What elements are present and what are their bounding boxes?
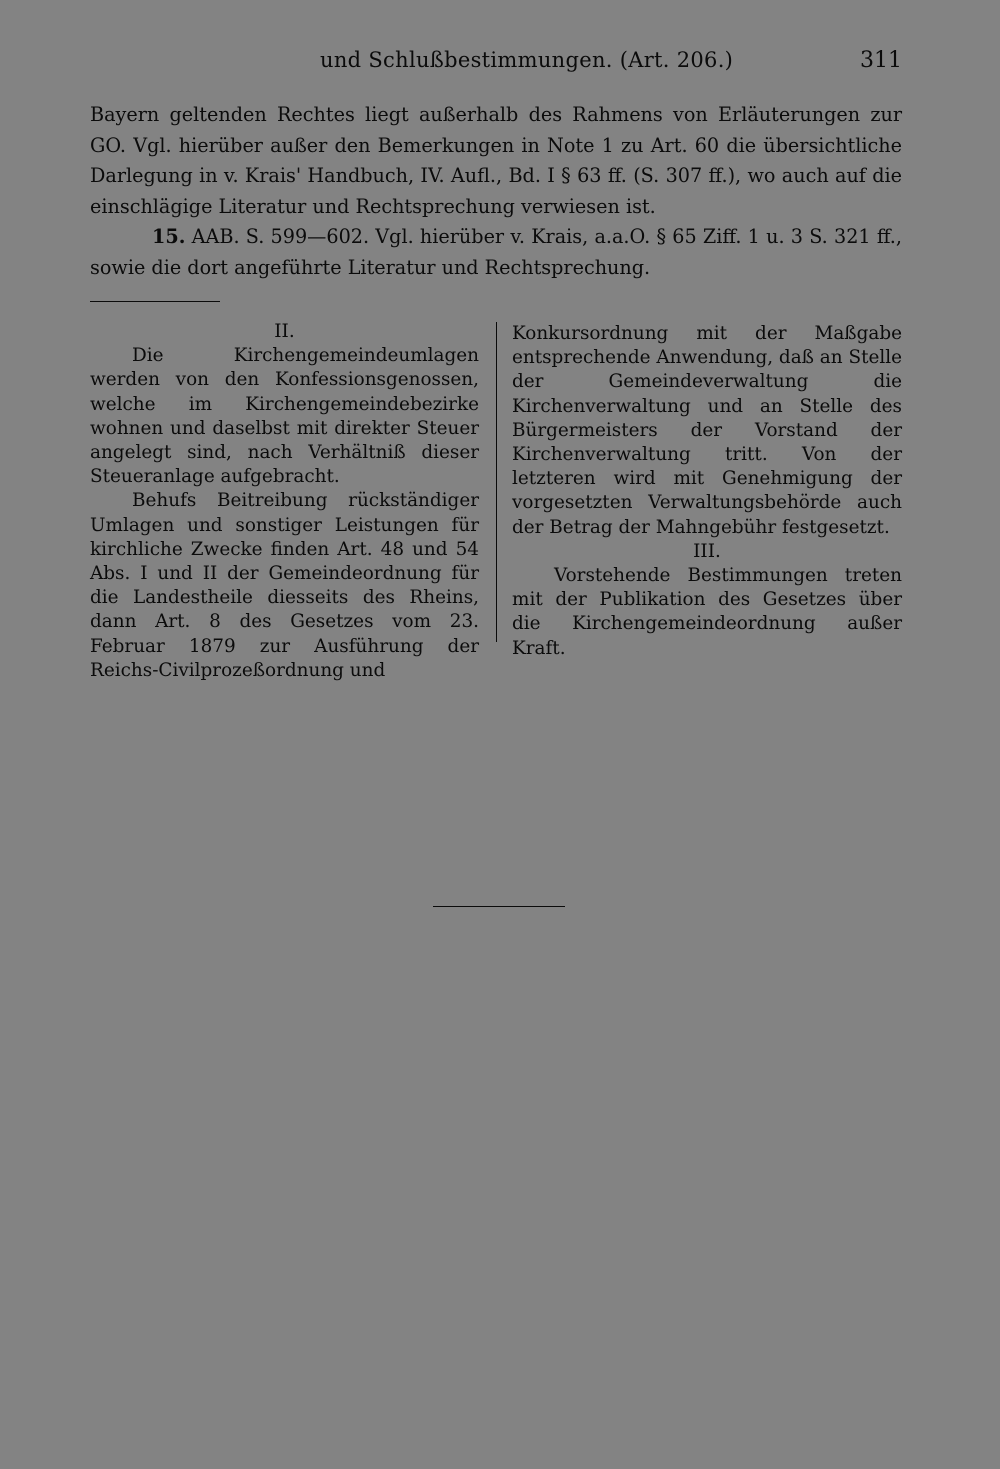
footnote-number: 15.	[152, 225, 186, 248]
right-paragraph: Vorstehende Bestimmungen treten mit der Publikation des Gesetzes über die Kirchengemeindeordnung außer Kraft.	[512, 565, 902, 659]
left-paragraph: Die Kirchengemeindeumlagen werden von den Konfessionsgenossen, welche im Kirchengemeindebezirke wohnen und daselbst mit direkter Steuer angelegt sind, nach Verhältniß dieser Steueranlage aufgebracht.	[90, 345, 479, 488]
section-heading-ii: II.	[274, 321, 295, 342]
running-header	[90, 44, 902, 80]
section-heading-iii: III.	[693, 540, 721, 562]
section-rule	[90, 301, 220, 302]
running-title: und Schlußbestimmungen. (Art. 206.)	[320, 48, 734, 72]
footnote-text: AAB. S. 599—602. Vgl. hierüber v. Krais, a.a.O. § 65 Ziff. 1 u. 3 S. 321 ff., sowie die dort angeführte Literatur und Rechtsprechung.	[90, 225, 902, 279]
left-paragraph: Behufs Beitreibung rückständiger Umlagen und sonstiger Leistungen für kirchliche Zwecke finden Art. 48 und 54 Abs. I und II der Gemeindeordnung für die Landestheile diesseits des Rheins, dann Art. 8 des Gesetzes vom 23. Februar 1879 zur Ausführung der Reichs-Civilprozeßordnung und	[90, 490, 479, 681]
footnote-paragraph: Bayern geltenden Rechtes liegt außerhalb des Rahmens von Erläuterungen zur GO. Vgl. hierüber außer den Bemerkungen in Note 1 zu Art. 60 die übersichtliche Darlegung in v. Krais' Handbuch, IV. Aufl., Bd. I § 63 ff. (S. 307 ff.), wo auch auf die einschlägige Literatur und Rechtsprechung verwiesen ist.	[90, 103, 902, 218]
left-column	[90, 320, 479, 683]
right-paragraph: Konkursordnung mit der Maßgabe entsprechende Anwendung, daß an Stelle der Gemeindeverwaltung die Kirchenverwaltung und an Stelle des Bürgermeisters der Vorstand der Kirchenverwaltung tritt. Von der letzteren wird mit Genehmigung der vorgesetzten Verwaltungsbehörde auch der Betrag der Mahngebühr festgesetzt.	[512, 323, 902, 538]
end-rule	[433, 906, 565, 907]
right-column	[512, 322, 902, 661]
footnote-paragraph-15	[90, 222, 902, 283]
footnote-block	[90, 100, 902, 283]
column-divider	[496, 322, 497, 642]
page-number: 311	[860, 48, 902, 73]
